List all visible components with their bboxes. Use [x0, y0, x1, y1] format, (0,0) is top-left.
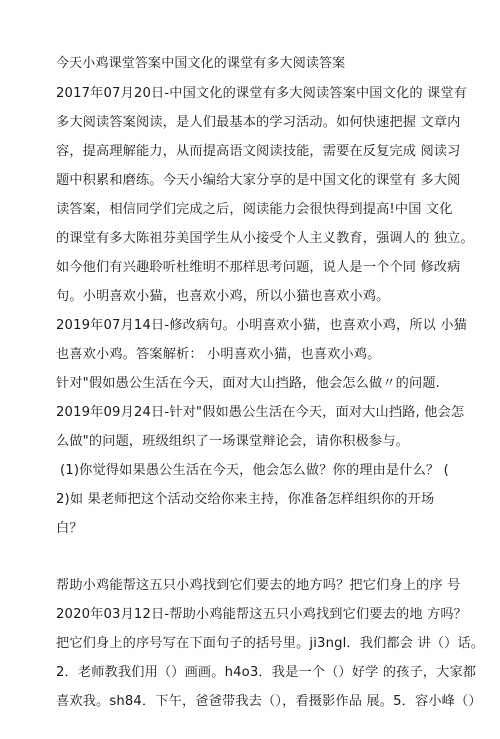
paragraph-line: 如今他们有兴趣聆听杜维明不那样思考问题，说人是一个个同 修改病 [56, 260, 461, 275]
paragraph-line: 的课堂有多大陈祖芬美国学生从小接受个人主义教育，强调人的 独立。 [56, 231, 474, 246]
paragraph-line: 2．老师教我们用（）画画。h4o3．我是一个（）好学 的孩子，大家都 [56, 665, 477, 680]
paragraph-line: 2020年03月12日-帮助小鸡能帮这五只小鸡找到它们要去的地 方吗？ [56, 607, 468, 622]
paragraph-line: 2017年07月20日-中国文化的课堂有多大阅读答案中国文化的 课堂有 [56, 86, 468, 101]
paragraph-line: 句。小明喜欢小猫，也喜欢小鸡，所以小猫也喜欢小鸡。 [56, 289, 390, 304]
paragraph-line: 帮助小鸡能帮这五只小鸡找到它们要去的地方吗？把它们身上的序 号 [56, 578, 461, 593]
paragraph-line: 容，提高理解能力，从而提高语文阅读技能，需要在反复完成 阅读习 [56, 144, 461, 159]
paragraph-line: 2019年09月24日-针对"假如愚公生活在今天，面对大山挡路, 他会怎 [56, 405, 465, 420]
paragraph-line: 2)如 果老师把这个活动交给你来主持，你准备怎样组织你的开场 [56, 492, 435, 507]
paragraph-line: (1)你觉得如果愚公生活在今天，他会怎么做？你的理由是什么？ ( [60, 463, 449, 478]
paragraph-line: 多大阅读答案阅读，是人们最基本的学习活动。如何快速把握 文章内 [56, 115, 461, 130]
paragraph-line: 喜欢我。sh84．下午，爸爸带我去（），看摄影作品 展。5．容小峰（） [56, 694, 482, 709]
document-title: 今天小鸡课堂答案中国文化的课堂有多大阅读答案 [56, 56, 346, 71]
paragraph-line: 针对"假如愚公生活在今天，面对大山挡路，他会怎么做〃的问题. [56, 376, 441, 391]
paragraph-line: 么做"的问题，班级组织了一场课堂辩论会，请你积极参与。 [56, 434, 409, 449]
paragraph-line: 题中积累和磨练。今天小编给大家分享的是中国文化的课堂有 多大阅 [56, 173, 461, 188]
paragraph-line: 把它们身上的序号写在下面句子的括号里。ji3ngl．我们都会 讲（）话。 [56, 636, 485, 651]
paragraph-line: 也喜欢小鸡。答案解析： 小明喜欢小猫，也喜欢小鸡。 [56, 347, 381, 362]
paragraph-line: 读答案，相信同学们完成之后，阅读能力会很快得到提高!中国 文化 [56, 202, 453, 217]
paragraph-line: 白？ [56, 521, 83, 536]
paragraph-line: 2019年07月14日-修改病句。小明喜欢小猫，也喜欢小鸡，所以 小猫 [56, 318, 468, 333]
